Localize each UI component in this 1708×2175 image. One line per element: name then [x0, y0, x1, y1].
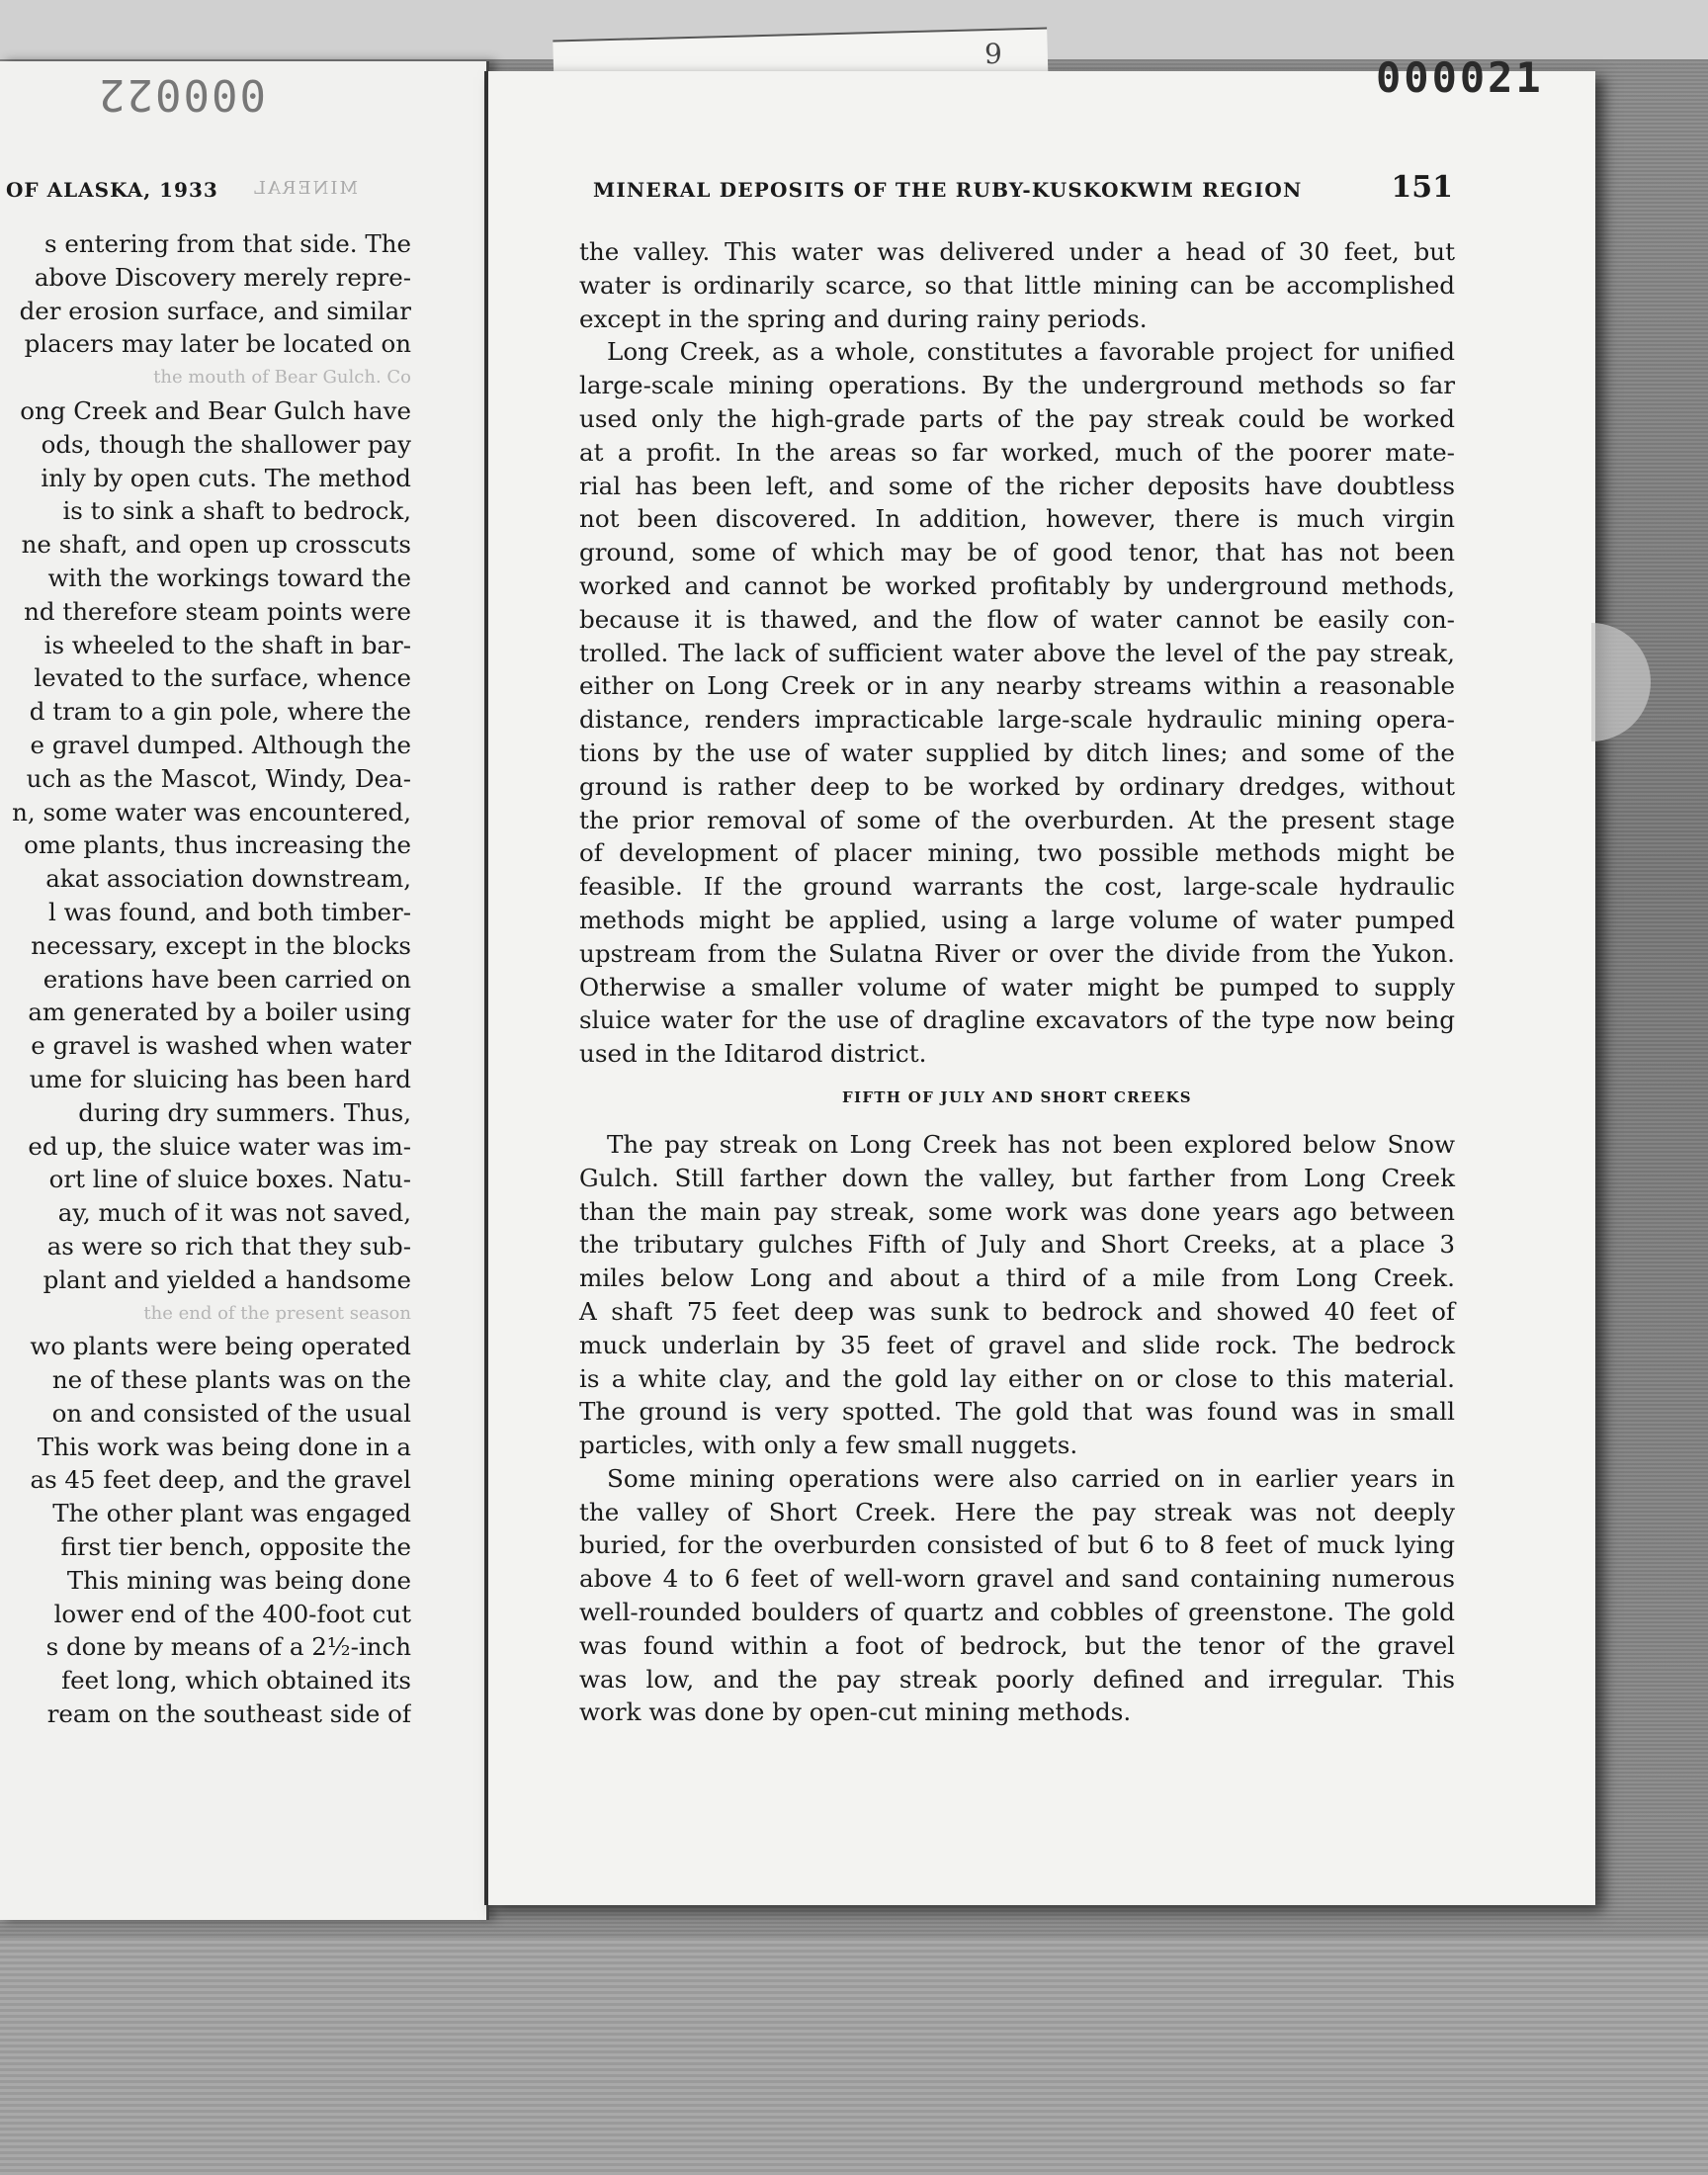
left-page-line: feet long, which obtained its — [61, 1666, 411, 1696]
left-page-stamp: 000022 — [97, 69, 266, 120]
left-page-bleed-line: the end of the present season — [143, 1302, 411, 1324]
text-line: distance, renders impracticable large-scale hydraulic mining opera- — [579, 705, 1455, 735]
left-page-line: above Discovery merely repre- — [34, 262, 411, 292]
text-line: was low, and the pay streak poorly defined and irregular. This — [579, 1664, 1455, 1694]
left-page-line: ne shaft, and open up crosscuts — [21, 530, 411, 560]
text-line: work was done by open-cut mining methods. — [579, 1697, 1132, 1727]
left-page-line: lower end of the 400-foot cut — [53, 1599, 411, 1628]
text-line: except in the spring and during rainy periods. — [579, 304, 1148, 333]
text-line: feasible. If the ground warrants the cost, large-scale hydraulic — [579, 872, 1455, 902]
text-line: miles below Long and about a third of a mile from Long Creek. — [579, 1263, 1455, 1293]
page-number: 151 — [1391, 170, 1453, 205]
left-page-line: l was found, and both timber- — [48, 897, 411, 926]
section-heading: FIFTH OF JULY AND SHORT CREEKS — [842, 1088, 1192, 1106]
left-page-line: d tram to a gin pole, where the — [29, 697, 411, 727]
left-page-line: inly by open cuts. The method — [41, 463, 411, 492]
left-page-line: e gravel dumped. Although the — [30, 730, 411, 759]
text-line: ground, some of which may be of good tenor, that has not been — [579, 538, 1455, 567]
left-page-line: is wheeled to the shaft in bar- — [43, 630, 411, 659]
left-page-line: This mining was being done — [66, 1565, 411, 1595]
text-line: used in the Iditarod district. — [579, 1039, 927, 1069]
left-page-line: The other plant was engaged — [52, 1499, 411, 1528]
text-line: above 4 to 6 feet of well-worn gravel and sand containing numerous — [579, 1564, 1455, 1594]
text-line: methods might be applied, using a large volume of water pumped — [579, 905, 1455, 934]
text-line: the valley of Short Creek. Here the pay streak was not deeply — [579, 1497, 1455, 1526]
left-page-line: uch as the Mascot, Windy, Dea- — [26, 763, 411, 793]
left-page-line: e gravel is washed when water — [31, 1031, 411, 1061]
left-page-line: with the workings toward the — [47, 563, 411, 592]
left-page-line: first tier bench, opposite the — [60, 1532, 411, 1562]
left-page — [0, 61, 489, 1920]
text-line: rial has been left, and some of the richer deposits have doubtless — [579, 471, 1455, 500]
left-running-head-ghost: MINERAL — [252, 178, 358, 199]
text-line: either on Long Creek or in any nearby streams within a reasonable — [579, 671, 1455, 701]
text-line: Gulch. Still farther down the valley, but farther from Long Creek — [579, 1163, 1455, 1192]
left-page-line: during dry summers. Thus, — [78, 1097, 411, 1127]
left-page-line: n, some water was encountered, — [12, 797, 411, 826]
left-page-line: ong Creek and Bear Gulch have — [20, 395, 411, 425]
paragraph — [579, 1128, 1455, 1462]
left-running-head: OF ALASKA, 1933 — [6, 178, 218, 202]
page-edge-shadow — [1591, 623, 1651, 741]
text-line: the prior removal of some of the overburden. At the present stage — [579, 805, 1455, 834]
text-line: tions by the use of water supplied by ditch lines; and some of the — [579, 738, 1455, 767]
text-line: at a profit. In the areas so far worked, much of the poorer mate- — [579, 437, 1455, 467]
text-line: ground is rather deep to be worked by ordinary dredges, without — [579, 771, 1455, 801]
paragraph — [579, 235, 1455, 335]
left-page-line: ne of these plants was on the — [51, 1365, 411, 1395]
left-page-text — [6, 227, 411, 1731]
body-text — [579, 235, 1455, 1729]
text-line: Some mining operations were also carried on in earlier years in — [607, 1463, 1455, 1493]
text-line: than the main pay streak, some work was done years ago between — [579, 1196, 1455, 1226]
left-page-line: der erosion surface, and similar — [19, 296, 411, 325]
text-line: of development of placer mining, two possible methods might be — [579, 838, 1455, 868]
paragraph — [579, 1462, 1455, 1729]
text-line: well-rounded boulders of quartz and cobbles of greenstone. The gold — [579, 1598, 1455, 1627]
text-line: upstream from the Sulatna River or over the divide from the Yukon. — [579, 938, 1455, 968]
text-line: large-scale mining operations. By the underground methods so far — [579, 371, 1455, 400]
left-page-line: s entering from that side. The — [44, 229, 411, 258]
left-page-line: wo plants were being operated — [30, 1332, 411, 1361]
left-page-line: ort line of sluice boxes. Natu- — [48, 1165, 411, 1194]
left-page-bleed-line: the mouth of Bear Gulch. Co — [153, 367, 411, 389]
text-line: The ground is very spotted. The gold that was found was in small — [579, 1397, 1455, 1427]
running-head-title: MINERAL DEPOSITS OF THE RUBY-KUSKOKWIM REGION — [593, 178, 1303, 202]
scan-bottom-margin — [0, 1938, 1708, 2175]
text-line: sluice water for the use of dragline excavators of the type now being — [579, 1005, 1455, 1035]
text-line: muck underlain by 35 feet of gravel and slide rock. The bedrock — [579, 1330, 1455, 1359]
left-page-line: necessary, except in the blocks — [31, 930, 411, 960]
text-line: water is ordinarily scarce, so that little mining can be accomplished — [579, 270, 1455, 300]
text-line: The pay streak on Long Creek has not been explored below Snow — [607, 1129, 1455, 1159]
page-stamp: 000021 — [1376, 53, 1544, 102]
text-line: is a white clay, and the gold lay either on or close to this material. — [579, 1363, 1455, 1393]
text-line: Otherwise a smaller volume of water might be pumped to supply — [579, 972, 1455, 1001]
text-line: trolled. The lack of sufficient water above the level of the pay streak, — [579, 638, 1455, 667]
text-line: worked and cannot be worked profitably by underground methods, — [579, 570, 1455, 600]
left-page-line: levated to the surface, whence — [34, 663, 411, 693]
text-line: the valley. This water was delivered under a head of 30 feet, but — [579, 237, 1455, 266]
left-page-line: erations have been carried on — [43, 964, 411, 994]
text-line: used only the high-grade parts of the pay streak could be worked — [579, 403, 1455, 433]
text-line: not been discovered. In addition, however, there is much virgin — [579, 504, 1455, 534]
left-page-line: plant and yielded a handsome — [43, 1264, 411, 1294]
left-page-line: ream on the southeast side of — [46, 1699, 411, 1729]
left-page-line: is to sink a shaft to bedrock, — [62, 496, 411, 526]
left-page-line: nd therefore steam points were — [24, 596, 411, 626]
left-page-line: on and consisted of the usual — [51, 1398, 411, 1428]
text-line: the tributary gulches Fifth of July and Short Creeks, at a place 3 — [579, 1230, 1455, 1260]
left-page-line: akat association downstream, — [45, 864, 411, 894]
left-page-line: ed up, the sluice water was im- — [28, 1131, 411, 1161]
left-page-line: ods, though the shallower pay — [41, 429, 411, 459]
text-line: was found within a foot of bedrock, but the tenor of the gravel — [579, 1630, 1455, 1660]
left-page-line: ome plants, thus increasing the — [24, 830, 411, 860]
text-line: A shaft 75 feet deep was sunk to bedrock and showed 40 feet of — [579, 1296, 1455, 1326]
text-line: because it is thawed, and the flow of water cannot be easily con- — [579, 604, 1455, 634]
left-page-line: as 45 feet deep, and the gravel — [30, 1465, 411, 1495]
left-page-line: ume for sluicing has been hard — [29, 1064, 411, 1093]
left-page-line: am generated by a boiler using — [28, 998, 411, 1027]
text-line: buried, for the overburden consisted of but 6 to 8 feet of muck lying — [579, 1530, 1455, 1560]
text-line: Long Creek, as a whole, constitutes a favorable project for unified — [607, 337, 1455, 367]
paragraph — [579, 335, 1455, 1071]
underlying-sheet-glyph: 9 — [984, 38, 1002, 70]
left-page-line: This work was being done in a — [37, 1432, 411, 1461]
left-page-line: placers may later be located on — [24, 329, 411, 359]
running-head — [593, 170, 1453, 205]
left-page-line: s done by means of a 2½-inch — [45, 1632, 411, 1662]
left-page-line: as were so rich that they sub- — [46, 1231, 411, 1261]
left-page-line: ay, much of it was not saved, — [57, 1198, 411, 1228]
text-line: particles, with only a few small nuggets. — [579, 1431, 1078, 1460]
